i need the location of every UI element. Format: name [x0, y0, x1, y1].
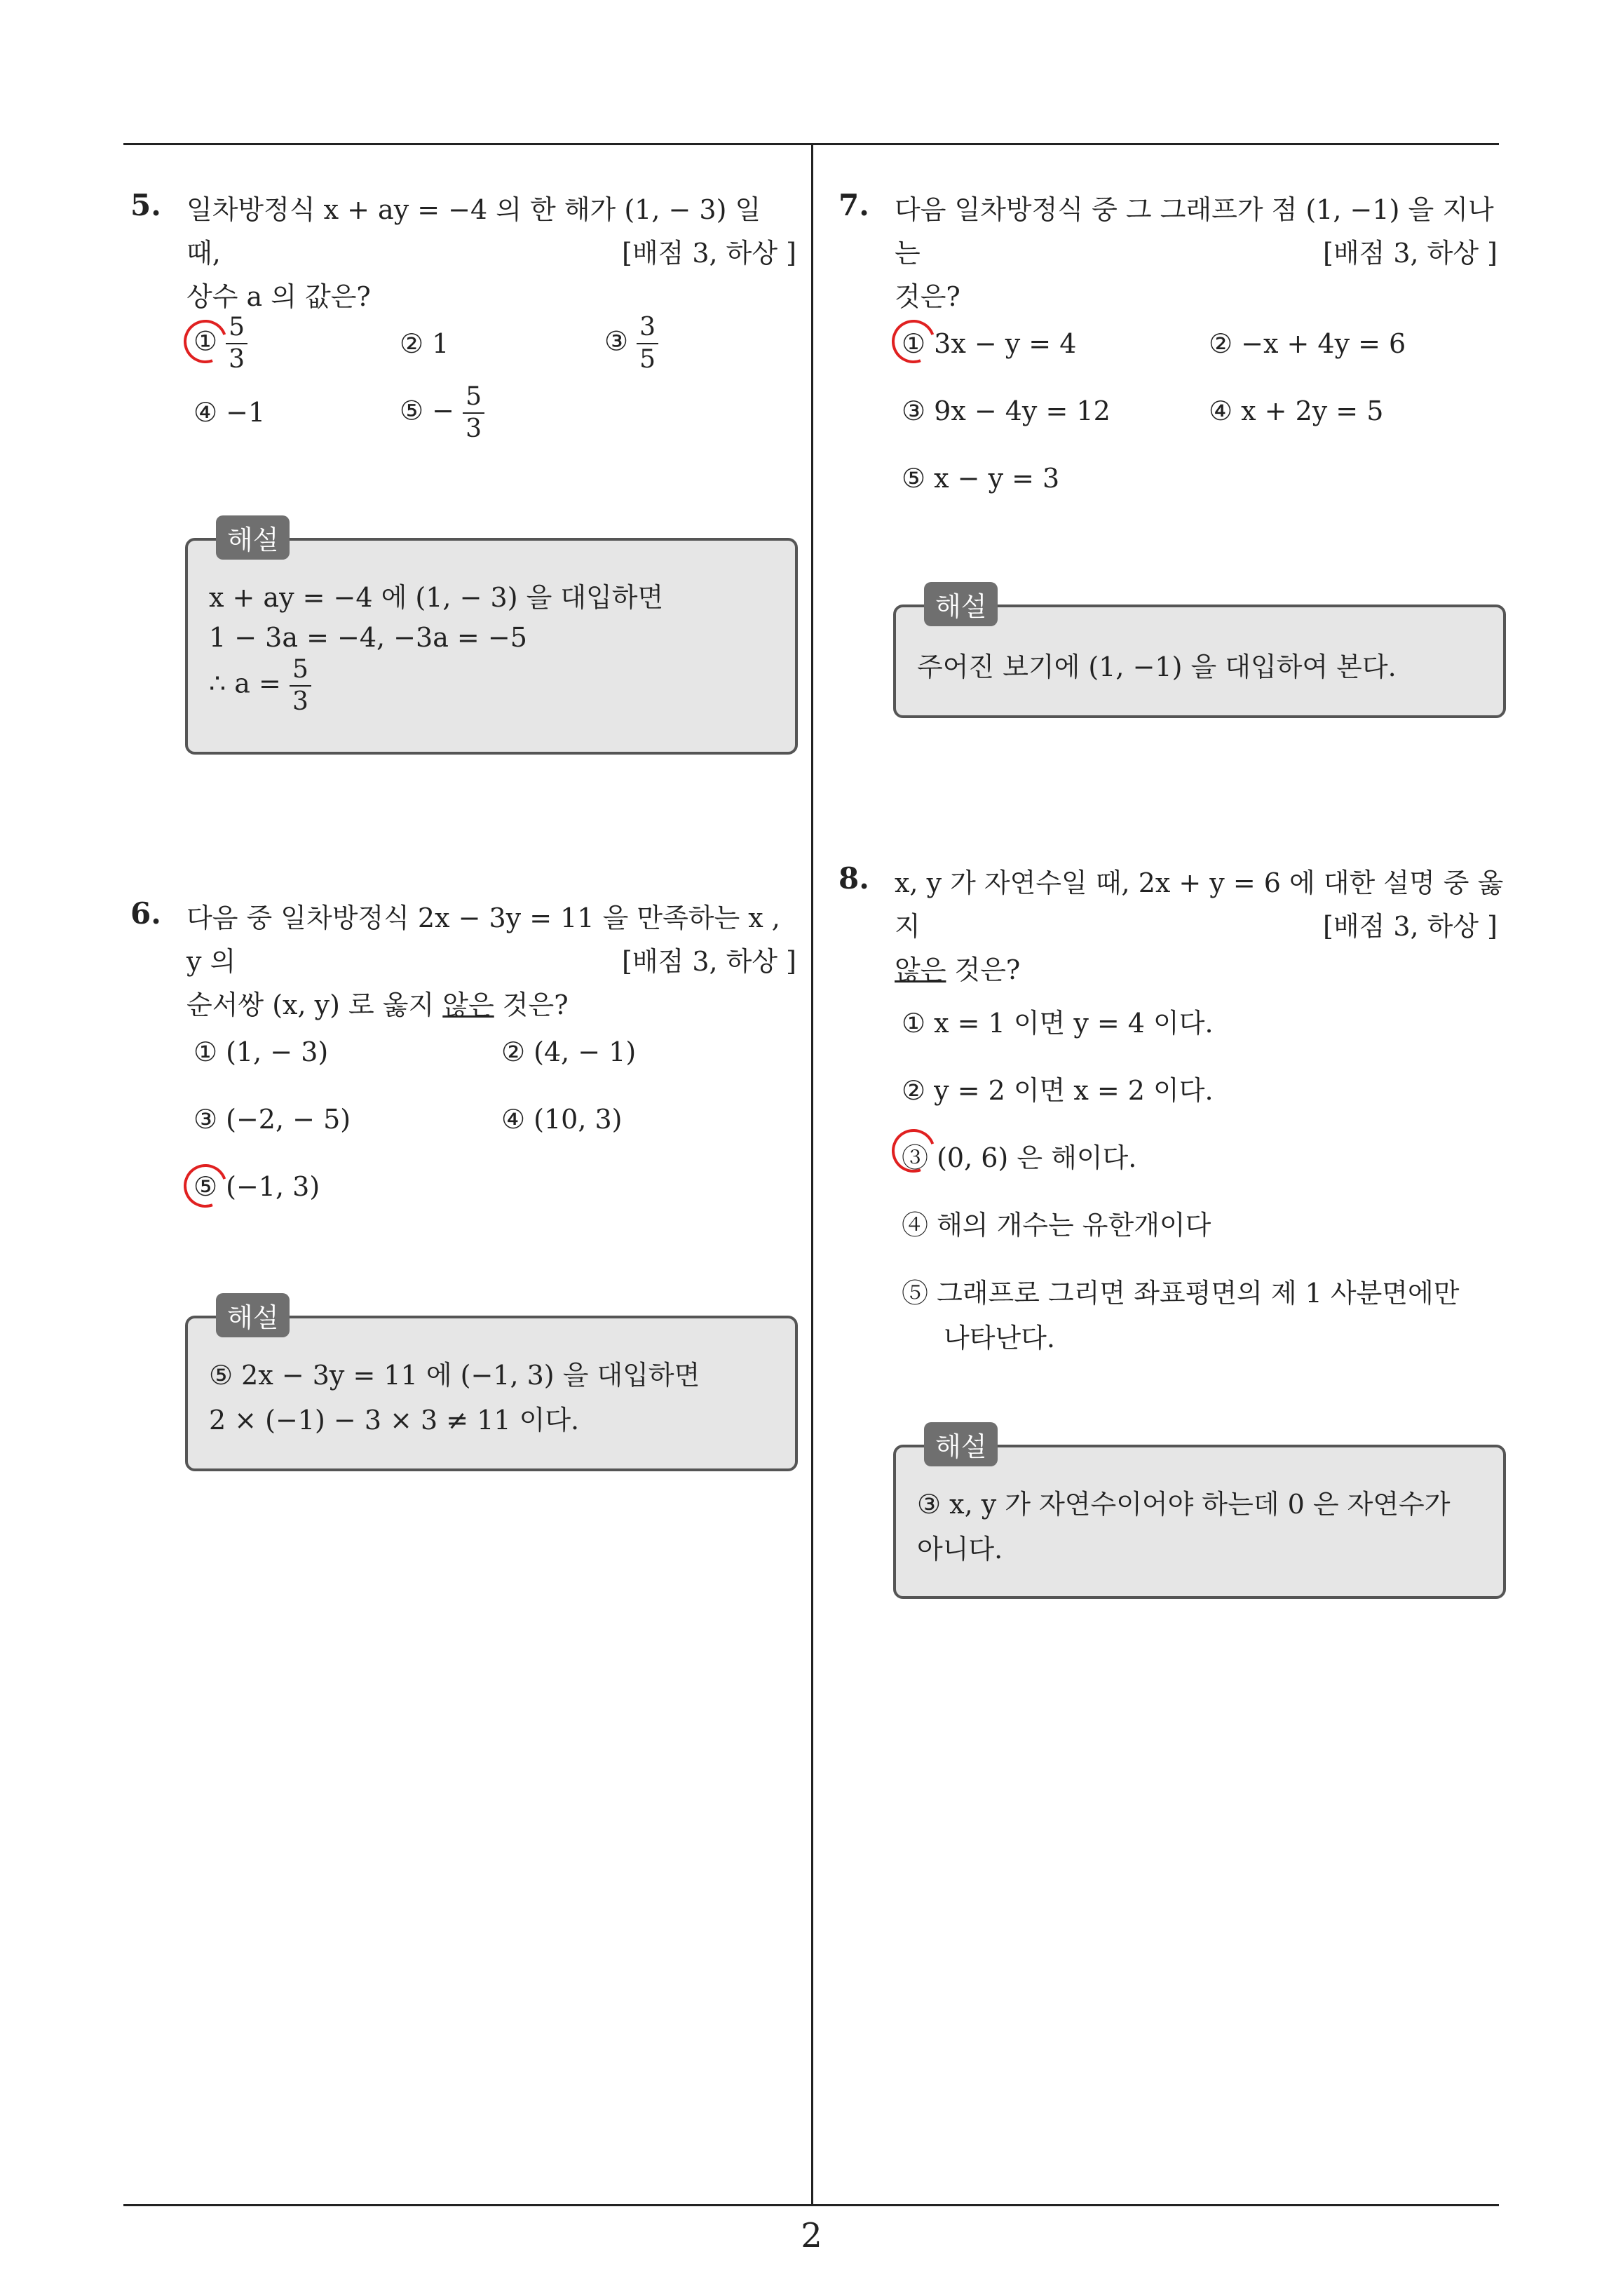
- score-meta: [배점 3, 하상 ]: [622, 946, 796, 977]
- question-fragment: 순서쌍 (x, y) 로 옳지: [186, 990, 443, 1020]
- choice-1[interactable]: ① x = 1 이면 y = 4 이다.: [902, 1008, 1214, 1039]
- question-fragment: 것은?: [946, 954, 1021, 985]
- solution-line: ⑤ 2x − 3y = 11 에 (−1, 3) 을 대입하면: [209, 1360, 700, 1391]
- question-7: [838, 188, 1510, 312]
- solution-tag: 해설: [924, 582, 998, 626]
- question-number: 8.: [838, 861, 869, 896]
- numerator: 5: [463, 381, 484, 414]
- solution-line: x + ay = −4 에 (1, − 3) 을 대입하면: [209, 582, 664, 613]
- choice-4[interactable]: ④ 해의 개수는 유한개이다: [902, 1210, 1211, 1241]
- solution-tag: 해설: [924, 1422, 998, 1466]
- choice-marker: ⑤ −: [400, 395, 454, 426]
- question-line: 상수 a 의 값은?: [186, 281, 371, 312]
- choice-3[interactable]: ③ 9x − 4y = 12: [902, 396, 1111, 426]
- choice-text: 나타난다.: [944, 1323, 1055, 1353]
- denominator: 3: [292, 687, 308, 716]
- answer-mark: [177, 1157, 234, 1215]
- score-meta: [배점 3, 하상 ]: [1323, 238, 1498, 269]
- fraction: [463, 381, 484, 445]
- choice-5[interactable]: ⑤ (−1, 3): [193, 1171, 320, 1202]
- solution-line: 아니다.: [917, 1534, 1003, 1565]
- numerator: 3: [637, 312, 658, 344]
- underlined-word: 않은: [895, 954, 946, 985]
- choice-text: ⑤ 그래프로 그리면 좌표평면의 제 1 사분면에만: [902, 1278, 1460, 1309]
- fraction: [290, 654, 311, 717]
- underlined-word: 않은: [442, 990, 494, 1020]
- choice-3[interactable]: [604, 312, 658, 375]
- choice-marker: ③: [604, 325, 629, 357]
- column-divider: [811, 143, 813, 2206]
- question-8: [838, 861, 1510, 985]
- question-line: 다음 중 일차방정식 2x − 3y = 11 을 만족하는 x , y 의: [186, 903, 780, 977]
- numerator: 5: [226, 312, 247, 344]
- question-line: 일차방정식 x + ay = −4 의 한 해가 (1, − 3) 일 때,: [186, 194, 761, 269]
- question-fragment: 것은?: [494, 990, 569, 1020]
- choice-5[interactable]: ⑤ x − y = 3: [902, 463, 1060, 494]
- solution-line: 주어진 보기에 (1, −1) 을 대입하여 본다.: [917, 651, 1397, 682]
- solution-tag: 해설: [216, 1293, 290, 1337]
- choice-1[interactable]: ① 3x − y = 4: [902, 328, 1077, 359]
- bottom-rule: [123, 2204, 1499, 2206]
- denominator: 3: [229, 345, 245, 374]
- question-line: x, y 가 자연수일 때, 2x + y = 6 에 대한 설명 중 옳지: [895, 867, 1504, 942]
- choice-4[interactable]: ④ x + 2y = 5: [1209, 396, 1384, 426]
- solution-line: ③ x, y 가 자연수이어야 하는데 0 은 자연수가: [917, 1489, 1451, 1520]
- answer-mark: [885, 313, 942, 370]
- choice-5[interactable]: [400, 381, 484, 445]
- solution-box: [185, 1302, 798, 1471]
- question-6: [130, 896, 796, 1020]
- numerator: 5: [290, 654, 311, 687]
- solution-line: 2 × (−1) − 3 × 3 ≠ 11 이다.: [209, 1405, 580, 1436]
- score-meta: [배점 3, 하상 ]: [1323, 911, 1498, 942]
- denominator: 5: [639, 345, 656, 374]
- denominator: 3: [466, 414, 482, 443]
- fraction: [226, 312, 247, 375]
- choice-5[interactable]: [902, 1271, 1459, 1360]
- choice-4[interactable]: ④ −1: [193, 397, 266, 428]
- choice-3[interactable]: ③ (0, 6) 은 해이다.: [902, 1142, 1137, 1173]
- question-5: [130, 188, 796, 312]
- solution-box: [893, 1431, 1506, 1599]
- fraction: [637, 312, 658, 375]
- question-line: 다음 일차방정식 중 그 그래프가 점 (1, −1) 을 지나는: [895, 194, 1494, 269]
- question-line: [186, 983, 796, 1027]
- question-line: [895, 948, 1510, 992]
- choice-3[interactable]: ③ (−2, − 5): [193, 1104, 351, 1135]
- question-number: 6.: [130, 896, 161, 931]
- choice-2[interactable]: ② (4, − 1): [501, 1036, 637, 1067]
- solution-tag: 해설: [216, 515, 290, 560]
- choice-marker: ①: [193, 325, 218, 357]
- choice-2[interactable]: ② −x + 4y = 6: [1209, 328, 1406, 359]
- score-meta: [배점 3, 하상 ]: [622, 238, 796, 269]
- choice-2[interactable]: ② y = 2 이면 x = 2 이다.: [902, 1075, 1214, 1106]
- solution-box: [185, 525, 798, 755]
- solution-text: ∴ a =: [209, 668, 281, 699]
- solution-line: 1 − 3a = −4, −3a = −5: [209, 622, 527, 653]
- page-number: 2: [801, 2216, 822, 2255]
- solution-box: [893, 591, 1506, 718]
- question-number: 5.: [130, 188, 161, 222]
- choice-4[interactable]: ④ (10, 3): [501, 1104, 623, 1135]
- solution-line: [209, 654, 311, 717]
- choice-1[interactable]: ① (1, − 3): [193, 1036, 329, 1067]
- question-number: 7.: [838, 188, 869, 222]
- question-line: 것은?: [895, 281, 960, 312]
- choice-2[interactable]: ② 1: [400, 328, 449, 359]
